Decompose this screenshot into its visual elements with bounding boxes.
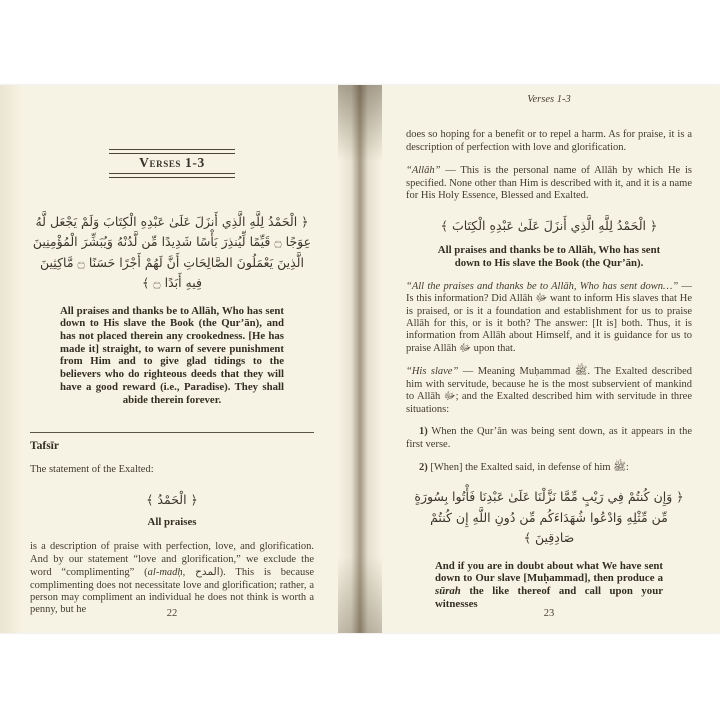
alhamd-snippet-translation: All praises (147, 516, 197, 529)
quran-verse-arabic: ﴿ الْحَمْدُ لِلَّهِ الَّذِي أَنزَلَ عَلَىٰ عَبْدِهِ الْكِتَابَ ﴾ (440, 218, 658, 234)
page-number-left: 22 (166, 607, 178, 619)
list-item-1 (406, 426, 692, 451)
paragraph-praise: does so hoping for a benefit or to repel a harm. As for praise, it is a description of perfection with love and glorification. (406, 129, 692, 153)
inline-arabic-al-madh: المدح (195, 566, 220, 579)
verses-heading-block (109, 149, 235, 178)
quran-verse-translation: All praises and thanks be to Allāh, Who has sent down to His slave the Book (the Qur’ān), and has not placed therein any crookedness. [He has made it] straight, to warn of severe punishment from Him and to give glad tidings to the believers who do righteous deeds that they will have a good reward (i.e., Paradise). They shall abide therein forever. (60, 304, 284, 406)
lead-quote-praises: “All the praises and thanks be to Allāh, Who has sent down…” (406, 280, 679, 292)
body-text: ). This is because complimenting does not necessitate love and glorification; rather, a person may compliment an individual he does not think is worth a penny, but he (30, 567, 314, 616)
lead-term-his-slave: “His slave” (406, 366, 459, 378)
left-page (0, 85, 360, 633)
paragraph-his-slave (406, 366, 692, 416)
paragraph-text: — Meaning Muḥammad ﷺ. The Exalted described him with servitude, because he is the most subservient of mankind to Allāh ﷻ; and the Exalted described him with servitude in three situations: (406, 366, 692, 415)
tafsir-body-paragraph (30, 541, 314, 616)
page-number-right: 23 (543, 607, 555, 619)
open-book (0, 85, 720, 633)
right-page (360, 85, 720, 633)
quran-baqarah-verse-arabic: ﴿ وَإِن كُنتُمْ فِي رَيْبٍ مِّمَّا نَزَّلْنَا عَلَىٰ عَبْدِنَا فَأْتُوا بِسُورَةٍ مِّن مِّثْلِهِ وَادْعُوا شُهَدَاءَكُم مِّن دُونِ اللَّهِ إِن كُنتُمْ صَادِقِينَ ﴾ (414, 489, 684, 546)
list-number: 1) (419, 426, 428, 438)
double-rule-bottom (109, 173, 235, 178)
tafsir-section-rule (30, 432, 314, 433)
quran-baqarah-translation (435, 560, 663, 611)
statement-intro: The statement of the Exalted: (30, 463, 154, 475)
body-text: , (182, 567, 196, 579)
list-text: When the Qur’ān was being sent down, as it appears in the first verse. (406, 426, 692, 450)
running-header: Verses 1-3 (527, 94, 571, 105)
verses-heading: Verses 1-3 (139, 154, 205, 170)
transliteration-surah: sūrah (435, 585, 461, 598)
quran-verse-translation: All praises and thanks be to Allāh, Who has sent down to His slave the Book (the Qur’ān). (437, 244, 661, 270)
alhamd-arabic-snippet: ﴿ الْحَمْدُ ﴾ (146, 492, 198, 508)
paragraph-text: — This is the personal name of Allāh by which He is specified. None other than Him is described with it, and it is a name for His Holy Essence, Blessed and Exalted. (406, 165, 692, 202)
paragraph-is-this-information (406, 281, 692, 355)
quran-verse-arabic: ﴿ الْحَمْدُ لِلَّهِ الَّذِي أَنزَلَ عَلَىٰ عَبْدِهِ الْكِتَابَ وَلَمْ يَجْعَل لَّهُ عِوَجًا ۝ قَيِّمًا لِّيُنذِرَ بَأْسًا شَدِيدًا مِّن لَّدُنْهُ وَيُبَشِّرَ الْمُؤْمِنِينَ الَّذِينَ يَعْمَلُونَ الصَّالِحَاتِ أَنَّ لَهُمْ أَجْرًا حَسَنًا ۝ مَّاكِثِينَ فِيهِ أَبَدًا ۝ ﴾ (32, 213, 312, 291)
list-item-2 (406, 462, 692, 474)
tafsir-heading: Tafsīr (30, 440, 59, 453)
lead-term-allah: “Allāh” (406, 165, 441, 177)
list-text: [When] the Exalted said, in defense of him ﷺ: (427, 461, 629, 473)
list-number: 2) (419, 461, 428, 473)
body-text: is a description of praise with perfection, love, and glorification. And by our statement “love and glorification,” we exclude the word “complimenting” ( (30, 541, 314, 579)
paragraph-allah-name (406, 165, 692, 202)
transliteration-al-madh: al-madḥ (147, 567, 183, 579)
translation-text: the like thereof and call upon your witnesses (435, 585, 663, 610)
translation-text: And if you are in doubt about what We have sent down to Our slave [Muḥammad], then produce a (435, 559, 663, 585)
paragraph-text: — Is this information? Did Allāh ﷻ want to inform His slaves that He is praised, or is it a foundation and establishment for us to praise Allāh for this, or is it both? The answer: [It is] both. Thus, it is information from Allāh about Himself, and it is guidance for us to praise Allāh ﷻ upon that. (406, 280, 692, 354)
